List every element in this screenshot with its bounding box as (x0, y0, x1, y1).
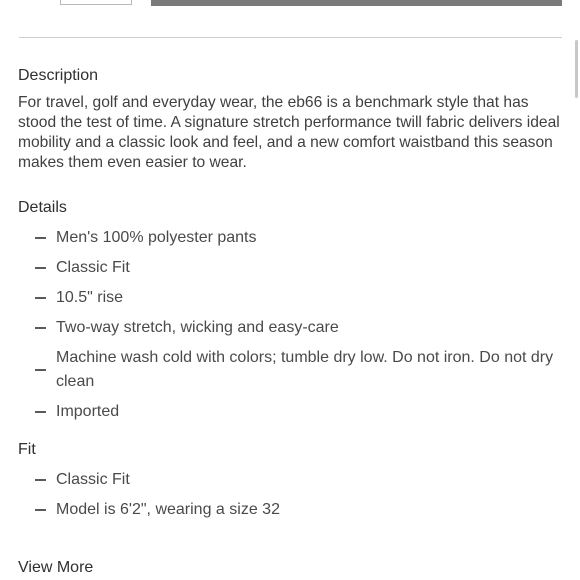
details-item-text: Machine wash cold with colors; tumble dry low. Do not iron. Do not dry clean (56, 349, 554, 390)
view-more-link[interactable]: View More (18, 559, 94, 576)
top-controls (0, 0, 580, 8)
quantity-selector[interactable] (60, 0, 132, 5)
fit-item (32, 498, 562, 522)
details-item-text: Men's 100% polyester pants (56, 229, 257, 246)
fit-item (32, 468, 562, 492)
details-item (32, 316, 562, 340)
fit-item-text: Model is 6'2", wearing a size 32 (56, 501, 280, 518)
details-item-text: 10.5" rise (56, 289, 124, 306)
details-item (32, 226, 562, 250)
bullet-dash-icon (35, 256, 47, 280)
section-divider (19, 37, 562, 38)
bullet-dash-icon (35, 346, 47, 370)
fit-heading: Fit (18, 441, 36, 458)
bullet-dash-icon (35, 498, 47, 522)
details-item (32, 400, 562, 424)
bullet-dash-icon (35, 468, 47, 492)
bullet-dash-icon (35, 226, 47, 250)
scrollbar[interactable] (575, 40, 578, 98)
details-item-text: Two-way stretch, wicking and easy-care (56, 319, 339, 336)
bullet-dash-icon (35, 316, 47, 340)
add-to-bag-button[interactable] (151, 0, 562, 6)
bullet-dash-icon (35, 400, 47, 424)
fit-item-text: Classic Fit (56, 471, 130, 488)
details-item (32, 286, 562, 310)
details-list (32, 226, 562, 430)
bullet-dash-icon (35, 286, 47, 310)
description-heading: Description (18, 67, 99, 84)
details-item-text: Classic Fit (56, 259, 130, 276)
details-heading: Details (18, 199, 67, 216)
description-text: For travel, golf and everyday wear, the eb66 is a benchmark style that has stood the test of time. A signature stretch performance twill fabric delivers ideal mobility and a classic look and feel, and a new comfort waistband this season makes them even easier to wear. (18, 94, 560, 171)
details-item (32, 256, 562, 280)
details-item (32, 346, 562, 394)
details-item-text: Imported (56, 403, 120, 420)
fit-list (32, 468, 562, 528)
